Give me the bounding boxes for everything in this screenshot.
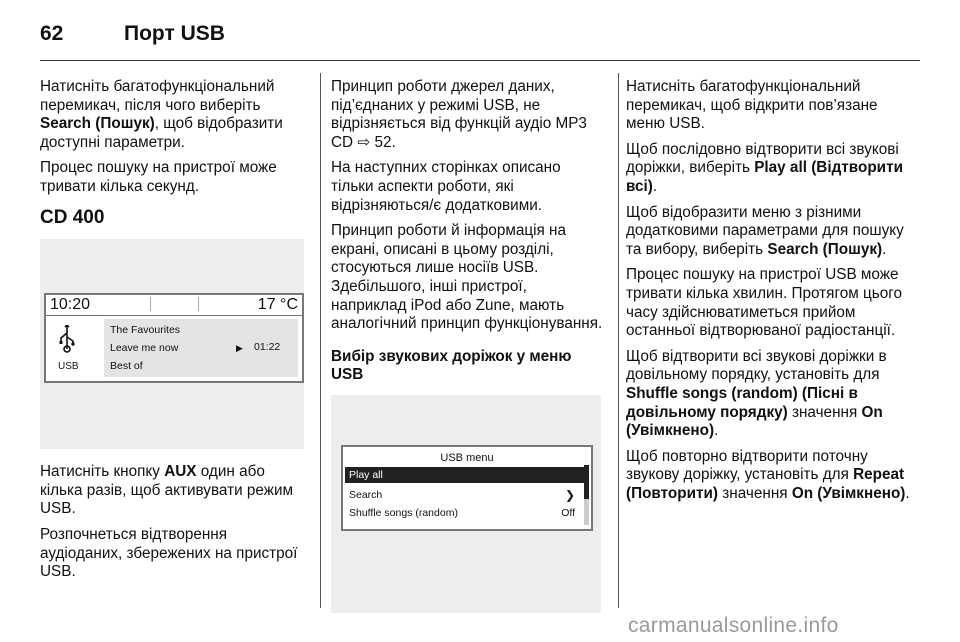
paragraph: Щоб відобразити меню з різними додатковими параметрами для пошуку та вибору, виберіть Search (Пошук).	[626, 203, 904, 258]
scrollbar-thumb	[584, 465, 589, 499]
menu-item-search: Search ❯	[349, 487, 575, 502]
paragraph: Принцип роботи джерел даних, під’єднаних у режимі USB, не відрізняється від функцій аудіо MP3 CD ⇨ 52.	[331, 78, 587, 151]
list-item: Leave me now	[110, 342, 179, 355]
list-item: The Favourites	[110, 324, 181, 337]
cd400-display-image	[40, 239, 304, 449]
display-screen	[341, 445, 593, 531]
page-number: 62	[40, 22, 64, 45]
column-right	[626, 78, 911, 510]
scrollbar	[584, 465, 589, 525]
shuffle-value: Off	[561, 506, 575, 519]
temperature: 17 °C	[257, 296, 298, 314]
header-rule	[40, 60, 920, 61]
paragraph: Натисніть багатофункціональний перемикач, після чого виберіть Search (Пошук), щоб відобразити доступні параметри.	[40, 78, 283, 151]
usb-menu-image	[331, 395, 601, 613]
play-icon: ▶	[236, 343, 243, 354]
column-middle	[331, 78, 606, 613]
column-divider	[618, 73, 619, 608]
paragraph: Щоб послідовно відтворити всі звукові доріжки, виберіть Play all (Відтворити всі).	[626, 140, 903, 195]
paragraph: Процес пошуку на пристрої USB може тривати кілька хвилин. Протягом цього часу здійснюватиметься прийом останньої відтворюваної радіостанції.	[626, 266, 902, 340]
paragraph: Процес пошуку на пристрої може тривати кілька секунд.	[40, 159, 277, 195]
menu-item-shuffle: Shuffle songs (random) Off	[349, 506, 575, 519]
paragraph: Розпочнеться відтворення аудіоданих, збережених на пристрої USB.	[40, 525, 298, 581]
watermark: carmanualsonline.info	[628, 614, 839, 637]
menu-title: USB menu	[440, 451, 494, 464]
source-label: USB	[58, 361, 79, 373]
menu-item-play-all: Play all	[345, 467, 585, 483]
column-divider	[320, 73, 321, 608]
paragraph: Щоб відтворити всі звукові доріжки в довільному порядку, установіть для Shuffle songs (random) (Пісні в довільному порядку) значення On (Увімкнено).	[626, 347, 887, 440]
clock: 10:20	[50, 296, 91, 314]
paragraph: На наступних сторінках описано тільки аспекти роботи, які відрізняються/є додатковими.	[331, 159, 561, 214]
status-bar	[46, 295, 302, 316]
usb-icon	[58, 325, 76, 356]
paragraph: Принцип роботи й інформація на екрані, описані в цьому розділі, стосуються лише носіїв USB. Здебільшого, інші пристрої, наприклад iPod або Zune, мають аналогічний принцип функціонування.	[331, 222, 603, 333]
elapsed-time: 01:22	[254, 341, 281, 354]
list-item: Best of	[110, 360, 143, 373]
display-screen	[44, 293, 304, 383]
paragraph: Натисніть кнопку AUX один або кілька разів, щоб активувати режим USB.	[40, 463, 294, 518]
chevron-right-icon: ❯	[564, 487, 575, 502]
paragraph: Щоб повторно відтворити поточну звукову доріжку, установіть для Repeat (Повторити) значення On (Увімкнено).	[626, 447, 910, 502]
page-ref-icon: ⇨	[357, 133, 371, 151]
section-title: CD 400	[40, 206, 105, 228]
track-list	[104, 319, 298, 377]
subheading: Вибір звукових доріжок у меню USB	[331, 347, 572, 384]
paragraph: Натисніть багатофункціональний перемикач, щоб відкрити пов’язане меню USB.	[626, 78, 878, 133]
divider	[150, 297, 151, 311]
page-header	[40, 22, 920, 50]
page-title: Порт USB	[124, 22, 225, 45]
column-left	[40, 78, 302, 589]
divider	[198, 297, 199, 311]
